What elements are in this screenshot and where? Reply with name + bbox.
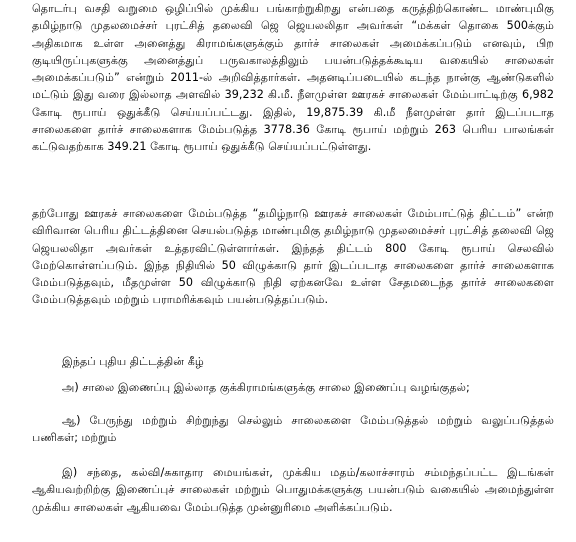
list-item-priority-roads: இ) சந்தை, கல்வி/சுகாதார மையங்கள், முக்கிய மதம்/கலாச்சாரம் சம்மந்தப்பட்ட இடங்கள் ஆகியவற்றிற்கு இணைப்புச் சாலைகள் மற்றும் பொதுமக்களுக்கு பயன்படும் வகையில் அமைந்துள்ள முக்கிய சாலைகள் ஆகியவை மேம்படுத்த முன்னுரிமை அளிக்கப்படும். xyxy=(32,466,554,514)
list-item-connectivity: அ) சாலை இணைப்பு இல்லாத குக்கிராமங்களுக்கு சாலை இணைப்பு வழங்குதல்; xyxy=(62,381,470,394)
paragraph-new-scheme: தற்போது ஊரகச் சாலைகளை மேம்படுத்த “தமிழ்நாடு ஊரகச் சாலைகள் மேம்பாட்டுத் திட்டம்” என்ற விரிவான பெரிய திட்டத்தினை செயல்படுத்த மாண்புமிகு தமிழ்நாடு முதலமைச்சர் புரட்சித் தலைவி ஜெ ஜெயலலிதா அவர்கள் உத்தரவிட்டுள்ளார்கள். இந்தத் திட்டம் 800 கோடி ரூபாய் செலவில் மேற்கொள்ளப்படும். இந்த நிதியில் 50 விழுக்காடு தார் இடப்படாத சாலைகளை தார்ச் சாலைகளாக மேம்படுத்தவும், மீதமுள்ள 50 விழுக்காடு நிதி ஏற்கனவே உள்ள சேதமடைந்த தார்ச் சாலைகளை மேம்படுத்தவும் மற்றும் பராமரிக்கவும் பயன்படுத்தப்படும். xyxy=(32,207,554,307)
list-item-bus-roads: ஆ) பேருந்து மற்றும் சிற்றுந்து செல்லும் சாலைகளை மேம்படுத்தல் மற்றும் வலுப்படுத்தல் பணிகள்; மற்றும் xyxy=(32,414,554,445)
scheme-heading: இந்தப் புதிய திட்டத்தின் கீழ் xyxy=(62,355,204,368)
paragraph-rural-roads-history: தொடர்பு வசதி வறுமை ஒழிப்பில் முக்கிய பங்காற்றுகிறது என்பதை கருத்திற்கொண்ட மாண்புமிகு தமிழ்நாடு முதலமைச்சர் புரட்சித் தலைவி ஜெ ஜெயலலிதா அவர்கள் “மக்கள் தொகை 500க்கும் அதிகமாக உள்ள அனைத்து கிராமங்களுக்கும் தார்ச் சாலைகள் அமைக்கப்படும் எனவும், பிற குடியிருப்புகளுக்கு அனைத்துப் பருவகாலத்திலும் பயன்படுத்தக்கூடிய வகையில் சாலைகள் அமைக்கப்படும்” என்றும் 2011-ல் அறிவித்தார்கள். அதனடிப்படையில் கடந்த நான்கு ஆண்டுகளில் மட்டும் இது வரை இல்லாத அளவில் 39,232 கி.மீ. நீளமுள்ள ஊரகச் சாலைகள் மேம்பாட்டிற்கு 6,982 கோடி ரூபாய் ஒதுக்கீடு செய்யப்பட்டது. இதில், 19,875.39 கி.மீ நீளமுள்ள தார் இடப்படாத சாலைகளை தார்ச் சாலைகளாக மேம்படுத்த 3778.36 கோடி ரூபாய் மற்றும் 263 பெரிய பாலங்கள் கட்டுவதற்காக 349.21 கோடி ரூபாய் ஒதுக்கீடு செய்யப்பட்டுள்ளது. xyxy=(32,2,554,154)
